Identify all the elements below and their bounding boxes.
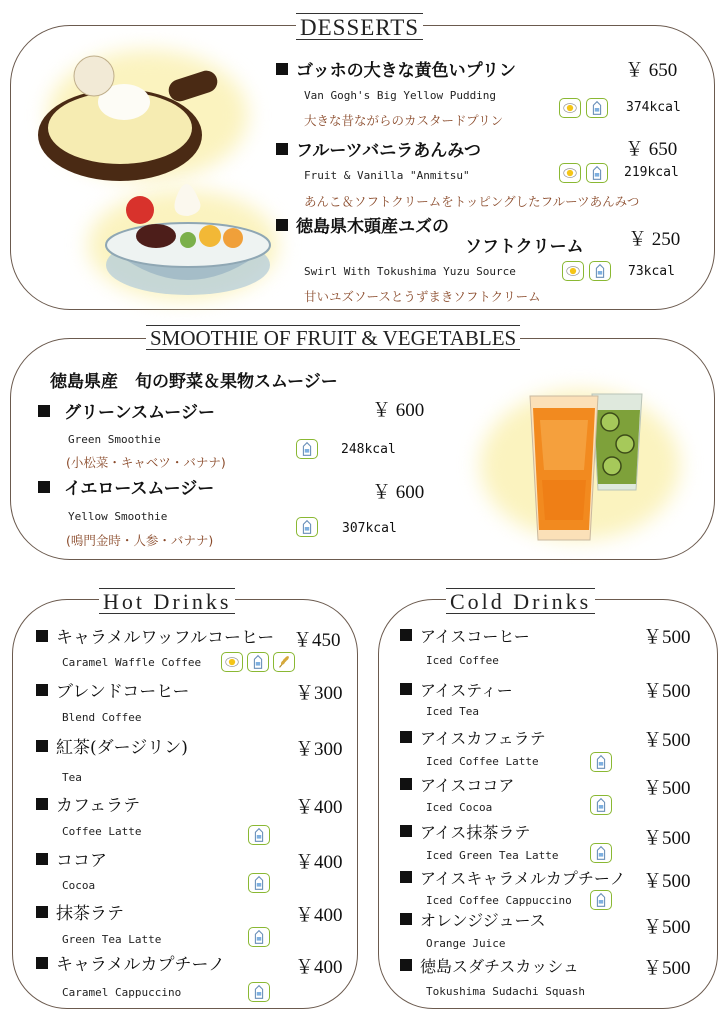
dessert-item-name (276, 218, 449, 237)
hot-drink-price: ￥400 (295, 852, 343, 873)
smoothie-price: ￥ 600 (372, 482, 425, 503)
bullet-square (38, 405, 50, 417)
dessert-item-name (276, 142, 481, 161)
smoothie-kcal: 248kcal (341, 442, 396, 457)
dessert-price: ￥ 650 (625, 60, 678, 81)
hot-drink-name (36, 739, 188, 758)
bullet-square (400, 778, 412, 790)
hot-drink-name-text: 紅茶(ダージリン) (56, 738, 188, 758)
dessert-kcal: 73kcal (628, 264, 675, 279)
bullet-square (36, 798, 48, 810)
cold-drink-price: ￥500 (643, 681, 691, 702)
milk-icon (590, 752, 612, 772)
cold-drink-price: ￥500 (643, 778, 691, 799)
cold-drink-name-text: アイスカフェラテ (420, 729, 546, 748)
dessert-english-name: Van Gogh's Big Yellow Pudding (304, 89, 497, 102)
dessert-name-text: ゴッホの大きな黄色いプリン (296, 61, 516, 81)
dessert-price: ￥ 250 (628, 229, 681, 250)
smoothie-price: ￥ 600 (372, 400, 425, 421)
smoothie-name-text: イエロースムージー (64, 479, 215, 499)
hot-drink-price: ￥400 (295, 797, 343, 818)
cold-drink-name (400, 870, 626, 888)
bullet-square (400, 683, 412, 695)
cold-drink-name (400, 777, 514, 795)
cold-drink-name-text: アイス抹茶ラテ (420, 823, 531, 842)
milk-icon (586, 98, 608, 118)
egg-icon (562, 261, 584, 281)
desserts-photo (28, 40, 278, 305)
dessert-english-name: Swirl With Tokushima Yuzu Source (304, 265, 516, 278)
cold-drink-english-name: Iced Cocoa (426, 801, 493, 814)
milk-icon (590, 843, 612, 863)
hot-drink-price: ￥450 (293, 630, 341, 651)
hot-drink-name-text: キャラメルカプチーノ (56, 955, 226, 975)
hot-drink-name (36, 956, 225, 975)
hot-drink-name-text: 抹茶ラテ (56, 904, 124, 924)
hot-drink-price: ￥300 (295, 739, 343, 760)
bullet-square (36, 957, 48, 969)
hot-drink-english-name: Caramel Waffle Coffee (62, 656, 202, 669)
milk-icon (247, 652, 269, 672)
cold-drink-english-name: Iced Coffee (426, 654, 499, 667)
cold-drinks-title: Cold Drinks (446, 588, 595, 614)
cold-drink-name-text: アイスコーヒー (420, 627, 530, 646)
dessert-item-name-line2: ソフトクリーム (465, 237, 584, 257)
milk-icon (590, 795, 612, 815)
egg-icon (559, 163, 581, 183)
smoothie-english-name: Yellow Smoothie (68, 510, 168, 523)
hot-drinks-title: Hot Drinks (99, 588, 235, 614)
cold-drink-english-name: Tokushima Sudachi Squash (426, 985, 585, 998)
dessert-price: ￥ 650 (625, 139, 678, 160)
hot-drink-english-name: Tea (62, 771, 82, 784)
milk-icon (590, 890, 612, 910)
bullet-square (276, 219, 288, 231)
smoothie-subtitle: 徳島県産 旬の野菜＆果物スムージー (50, 372, 338, 392)
smoothie-english-name: Green Smoothie (68, 433, 161, 446)
cold-drink-name (400, 730, 546, 748)
cold-drink-english-name: Orange Juice (426, 937, 506, 950)
smoothie-title: SMOOTHIE OF FRUIT & VEGETABLES (146, 325, 520, 350)
bullet-square (36, 684, 48, 696)
cold-drink-name (400, 958, 579, 976)
hot-drink-english-name: Cocoa (62, 879, 96, 892)
hot-drink-name (36, 797, 140, 816)
cold-drink-english-name: Iced Coffee Cappuccino (426, 894, 572, 907)
cold-drink-name-text: 徳島スダチスカッシュ (420, 957, 579, 976)
bullet-square (400, 913, 412, 925)
hot-drink-english-name: Green Tea Latte (62, 933, 162, 946)
bullet-square (36, 630, 48, 642)
hot-drink-name (36, 683, 190, 702)
cold-drink-name (400, 682, 513, 700)
milk-icon (296, 517, 318, 537)
bullet-square (276, 63, 288, 75)
hot-drink-name (36, 629, 274, 648)
smoothie-item-name (38, 480, 214, 499)
dessert-description: 大きな昔ながらのカスタードプリン (304, 113, 504, 128)
bullet-square (276, 143, 288, 155)
bullet-square (36, 853, 48, 865)
cold-drink-name (400, 912, 546, 930)
cold-drink-price: ￥500 (643, 958, 691, 979)
smoothie-kcal: 307kcal (342, 521, 397, 536)
cold-drink-name (400, 628, 530, 646)
milk-icon (248, 873, 270, 893)
milk-icon (248, 927, 270, 947)
bullet-square (400, 825, 412, 837)
hot-drink-name-text: ココア (56, 851, 107, 871)
bullet-square (400, 731, 412, 743)
cold-drink-price: ￥500 (643, 730, 691, 751)
hot-drink-name-text: カフェラテ (56, 796, 141, 816)
cold-drink-name-text: アイスティー (420, 681, 513, 700)
milk-icon (248, 825, 270, 845)
bullet-square (400, 871, 412, 883)
dessert-name-text: 徳島県木頭産ユズの (296, 217, 449, 237)
dessert-kcal: 219kcal (624, 165, 679, 180)
hot-drink-name (36, 905, 124, 924)
bullet-square (38, 481, 50, 493)
milk-icon (589, 261, 611, 281)
cold-drink-name-text: アイスココア (420, 776, 515, 795)
dessert-kcal: 374kcal (626, 100, 681, 115)
hot-drink-price: ￥400 (295, 905, 343, 926)
hot-drink-name-text: キャラメルワッフルコーヒー (56, 628, 275, 648)
smoothie-name-text: グリーンスムージー (64, 403, 215, 423)
wheat-icon (273, 652, 295, 672)
cold-drink-english-name: Iced Coffee Latte (426, 755, 539, 768)
dessert-description: 甘いユズソースとうずまきソフトクリーム (304, 289, 541, 304)
smoothie-photo (470, 380, 690, 550)
dessert-english-name: Fruit & Vanilla "Anmitsu" (304, 169, 470, 182)
egg-icon (221, 652, 243, 672)
milk-icon (296, 439, 318, 459)
cold-drink-price: ￥500 (643, 828, 691, 849)
cold-drink-name (400, 824, 530, 842)
bullet-square (400, 959, 412, 971)
cold-drink-name-text: アイスキャラメルカプチーノ (420, 869, 626, 888)
dessert-name-text: フルーツバニラあんみつ (296, 141, 481, 161)
smoothie-description: (小松菜・キャベツ・バナナ) (66, 455, 226, 470)
pudding-illustration (28, 40, 278, 305)
cold-drink-english-name: Iced Green Tea Latte (426, 849, 559, 862)
cold-drink-english-name: Iced Tea (426, 705, 479, 718)
hot-drink-price: ￥400 (295, 957, 343, 978)
cold-drink-price: ￥500 (643, 627, 691, 648)
hot-drink-price: ￥300 (295, 683, 343, 704)
smoothie-glasses-illustration (470, 380, 690, 550)
cold-drink-price: ￥500 (643, 917, 691, 938)
cold-drink-price: ￥500 (643, 871, 691, 892)
egg-icon (559, 98, 581, 118)
dessert-description: あんこ＆ソフトクリームをトッピングしたフルーツあんみつ (304, 194, 640, 209)
cold-drink-name-text: オレンジジュース (420, 911, 546, 930)
bullet-square (36, 740, 48, 752)
hot-drink-english-name: Blend Coffee (62, 711, 142, 724)
hot-drink-name-text: ブレンドコーヒー (56, 682, 190, 702)
dessert-item-name (276, 62, 516, 81)
hot-drink-english-name: Coffee Latte (62, 825, 142, 838)
hot-drink-english-name: Caramel Cappuccino (62, 986, 182, 999)
bullet-square (400, 629, 412, 641)
milk-icon (248, 982, 270, 1002)
milk-icon (586, 163, 608, 183)
bullet-square (36, 906, 48, 918)
smoothie-item-name (38, 404, 215, 423)
desserts-title: DESSERTS (296, 13, 423, 40)
hot-drink-name (36, 852, 107, 871)
smoothie-description: (鳴門金時・人参・バナナ) (66, 533, 214, 548)
